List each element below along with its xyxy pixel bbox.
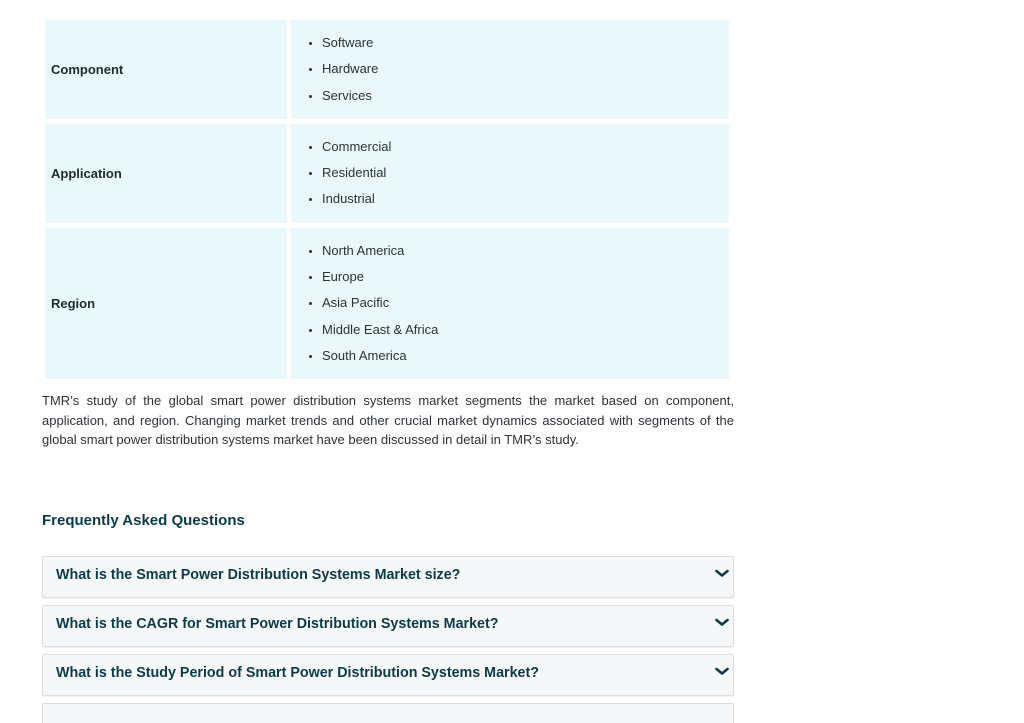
main-content bbox=[42, 0, 734, 681]
faq-question: What is the CAGR for Smart Power Distribution Systems Market? bbox=[56, 616, 499, 632]
faq-item[interactable] bbox=[42, 556, 734, 598]
faq-item[interactable] bbox=[42, 703, 734, 723]
list-item: • Asia Pacific bbox=[322, 290, 729, 316]
list-item: • Europe bbox=[322, 264, 729, 290]
faq-question: What is the Smart Power Distribution Systems Market size? bbox=[56, 567, 461, 583]
segment-items bbox=[291, 20, 729, 119]
table-row bbox=[45, 20, 729, 119]
list-item: • Software bbox=[322, 30, 729, 56]
list-item: • Services bbox=[322, 83, 729, 109]
chevron-down-icon[interactable] bbox=[715, 567, 729, 579]
faq-question: What is the Study Period of Smart Power Distribution Systems Market? bbox=[56, 665, 540, 681]
faq-heading: Frequently Asked Questions bbox=[42, 512, 245, 529]
list-item: • Residential bbox=[322, 160, 729, 186]
segment-label: Application bbox=[45, 124, 287, 223]
table-row bbox=[45, 124, 729, 223]
segmentation-table bbox=[41, 15, 733, 384]
list-item: • South America bbox=[322, 343, 729, 369]
segment-list bbox=[291, 20, 729, 119]
list-item: • Commercial bbox=[322, 134, 729, 160]
segment-list bbox=[291, 228, 729, 379]
segment-list bbox=[291, 124, 729, 223]
list-item: • Hardware bbox=[322, 56, 729, 82]
faq-item[interactable] bbox=[42, 605, 734, 647]
chevron-down-icon[interactable] bbox=[715, 665, 729, 677]
segment-label: Region bbox=[45, 228, 287, 379]
faq-item[interactable] bbox=[42, 654, 734, 696]
list-item: • Middle East & Africa bbox=[322, 317, 729, 343]
chevron-down-icon[interactable] bbox=[715, 616, 729, 628]
list-item: • North America bbox=[322, 238, 729, 264]
segment-items bbox=[291, 228, 729, 379]
list-item: • Industrial bbox=[322, 186, 729, 212]
segment-items bbox=[291, 124, 729, 223]
table-row bbox=[45, 228, 729, 379]
study-description: TMR’s study of the global smart power distribution systems market segments the market based on component, application, and region. Changing market trends and other crucial market dynamics associated with segments of the global smart power distribution systems market have been discussed in detail in TMR’s study. bbox=[42, 393, 734, 448]
segment-label: Component bbox=[45, 20, 287, 119]
